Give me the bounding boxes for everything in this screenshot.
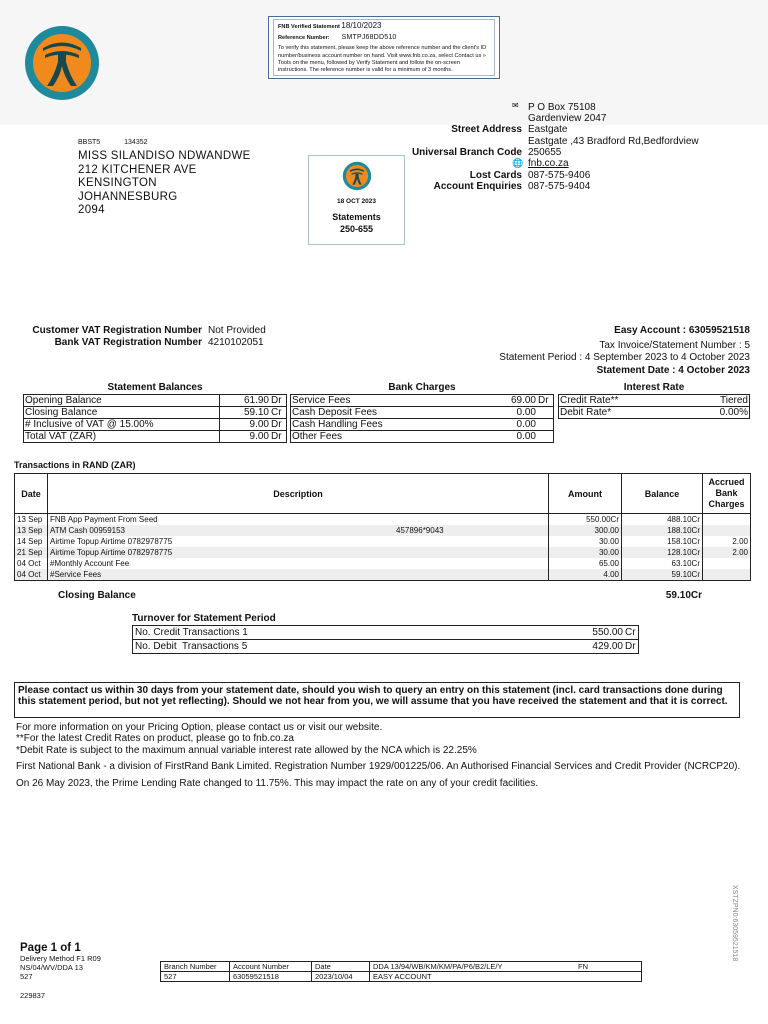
tx-charges: 2.00: [703, 536, 751, 547]
tx-charges: [703, 525, 751, 536]
tx-balance: 488.10Cr: [622, 514, 703, 526]
table-row: [15, 547, 751, 558]
tx-balance: 128.10Cr: [622, 547, 703, 558]
account-info: [499, 325, 750, 377]
interest-rate-header: Interest Rate: [623, 382, 685, 393]
branch-code: 250655: [528, 147, 562, 158]
website-link[interactable]: fnb.co.za: [528, 158, 569, 169]
lost-cards-label: Lost Cards: [469, 170, 522, 181]
column-header-description: Description: [48, 474, 549, 514]
table-row: [15, 558, 751, 569]
bank-vat-label: Bank VAT Registration Number: [54, 337, 202, 348]
statement-date: Statement Date : 4 October 2023: [596, 364, 750, 376]
balance-label: # Inclusive of VAT @ 15.00%: [24, 419, 220, 431]
footer-value: 527: [161, 972, 230, 982]
tx-balance: 59.10Cr: [622, 569, 703, 581]
footer-header: Date: [312, 962, 370, 972]
table-header-row: [161, 962, 642, 972]
interest-rate-table: [558, 394, 750, 419]
tx-charges: [703, 514, 751, 526]
table-row: [15, 514, 751, 526]
table-row: [291, 419, 554, 431]
tx-date: 04 Oct: [15, 558, 48, 569]
charge-value: 69.00: [485, 395, 537, 407]
balance-value: 61.90: [220, 395, 271, 407]
charge-label: Service Fees: [291, 395, 486, 407]
charge-suffix: [537, 407, 554, 419]
balance-value: 9.00: [220, 431, 271, 443]
customer-code-2: 134352: [124, 139, 148, 146]
table-row: [161, 972, 642, 982]
closing-balance-label: Closing Balance: [58, 590, 136, 601]
table-row: [24, 419, 287, 431]
customer-address: [78, 150, 251, 218]
column-header-amount: Amount: [549, 474, 622, 514]
charge-value: 0.00: [485, 407, 537, 419]
interest-value: 0.00%: [685, 407, 749, 419]
debit-rate-note: *Debit Rate is subject to the maximum annual variable interest rate allowed by the NCA which is 22.25%: [16, 744, 477, 756]
footer-value: 2023/10/04: [312, 972, 370, 982]
table-row: [291, 395, 554, 407]
delivery-method: Delivery Method F1 R09: [20, 954, 101, 963]
customer-line: KENSINGTON: [78, 177, 157, 190]
tx-charges: [703, 569, 751, 581]
statement-balances-table: [23, 394, 287, 443]
lost-cards-number: 087-575-9406: [528, 170, 591, 181]
footer-header: FN: [575, 962, 642, 972]
tx-balance: 188.10Cr: [622, 525, 703, 536]
column-header-accrued-charges: Accrued Bank Charges: [703, 474, 751, 514]
footer-value: 63059521518: [230, 972, 312, 982]
charge-value: 0.00: [485, 419, 537, 431]
column-header-date: Date: [15, 474, 48, 514]
stamp-date: 18 OCT 2023: [336, 198, 377, 205]
balance-suffix: Cr: [270, 407, 287, 419]
page-number: Page 1 of 1: [20, 942, 81, 954]
turnover-value: 429.00: [562, 640, 624, 654]
footer-value: EASY ACCOUNT: [370, 972, 576, 982]
tx-amount: 30.00: [549, 547, 622, 558]
account-name: Easy Account : 63059521518: [614, 325, 750, 336]
tx-date: 04 Oct: [15, 569, 48, 581]
balance-label: Opening Balance: [24, 395, 220, 407]
registration-note: First National Bank - a division of FirstRand Bank Limited. Registration Number 1929/001225/06. An Authorised Financial Services and Credit Provider (NCRCP20).: [16, 761, 741, 773]
table-row: [291, 407, 554, 419]
verification-date: 18/10/2023: [341, 21, 382, 30]
fnb-logo: [24, 20, 100, 113]
tx-date: 13 Sep: [15, 514, 48, 526]
table-header-row: [15, 474, 751, 514]
table-row: [24, 431, 287, 443]
table-row: [291, 431, 554, 443]
turnover-label: No. Credit Transactions 1: [133, 626, 563, 640]
table-row: [133, 626, 639, 640]
stamp-logo-icon: [342, 161, 372, 191]
tx-description: FNB App Payment From Seed: [48, 514, 395, 526]
verification-title: FNB Verified Statement: [278, 24, 340, 30]
balance-suffix: Dr: [270, 431, 287, 443]
bank-charges-table: [290, 394, 554, 443]
statement-balances-header: Statement Balances: [107, 382, 203, 393]
tx-reference: [394, 514, 549, 526]
balance-value: 59.10: [220, 407, 271, 419]
transactions-table: [14, 473, 751, 581]
tx-reference: 457896*9043: [394, 525, 549, 536]
tx-amount: 550.00Cr: [549, 514, 622, 526]
street-label: Street Address: [451, 124, 522, 135]
turnover-value: 550.00: [562, 626, 624, 640]
tx-reference: [394, 536, 549, 547]
footer-value: [575, 972, 642, 982]
tx-description: #Service Fees: [48, 569, 395, 581]
tx-description: #Monthly Account Fee: [48, 558, 395, 569]
branch-code-label: Universal Branch Code: [411, 147, 522, 158]
credit-rates-note: **For the latest Credit Rates on product, please go to fnb.co.za: [16, 733, 294, 745]
balance-label: Closing Balance: [24, 407, 220, 419]
charge-suffix: Dr: [537, 395, 554, 407]
customer-line: 2094: [78, 204, 105, 217]
customer-code-1: BBST5: [78, 139, 101, 146]
verification-reference-value: SMTPJ68DD510: [341, 34, 397, 42]
statement-period: Statement Period : 4 September 2023 to 4 October 2023: [499, 352, 750, 364]
tx-date: 14 Sep: [15, 536, 48, 547]
tx-amount: 30.00: [549, 536, 622, 547]
charge-label: Other Fees: [291, 431, 486, 443]
turnover-table: [132, 625, 639, 654]
tx-reference: [394, 558, 549, 569]
table-row: [559, 395, 750, 407]
tx-balance: 63.10Cr: [622, 558, 703, 569]
globe-icon: 🌐: [512, 158, 524, 168]
footer-number-1: 527: [20, 972, 33, 981]
table-row: [559, 407, 750, 419]
customer-codes: [78, 139, 148, 146]
charge-value: 0.00: [485, 431, 537, 443]
bank-vat-value: 4210102051: [208, 337, 264, 348]
interest-value: Tiered: [685, 395, 749, 407]
footnotes: [16, 722, 740, 790]
turnover-suffix: Dr: [624, 640, 639, 654]
verification-instructions: To verify this statement, please keep the above reference number and the client's ID number/business account number on hand. Visit www.fnb.co.za, select Contact us » Tools on the menu, followed by Verify Statement and follow the on-screen instructions. The reference number is valid for a minimum of 3 months.: [278, 45, 487, 74]
turnover-title: Turnover for Statement Period: [132, 613, 276, 624]
balance-suffix: Dr: [270, 395, 287, 407]
interest-label: Credit Rate**: [559, 395, 686, 407]
turnover-suffix: Cr: [624, 626, 639, 640]
footer-header: Branch Number: [161, 962, 230, 972]
tx-description: ATM Cash 00959153: [48, 525, 395, 536]
tx-date: 21 Sep: [15, 547, 48, 558]
po-box: P O Box 75108: [528, 102, 596, 113]
footer-number-2: 229837: [20, 991, 46, 1000]
po-area: Gardenview 2047: [528, 113, 607, 124]
table-row: [15, 536, 751, 547]
stamp-line2: 250-655: [339, 224, 374, 234]
balance-value: 9.00: [220, 419, 271, 431]
pricing-note: For more information on your Pricing Option, please contact us or visit our website.: [16, 722, 383, 733]
enquiries-label: Account Enquiries: [433, 181, 522, 192]
tx-description: Airtime Topup Airtime 0782978775: [48, 536, 395, 547]
verification-box: [268, 16, 500, 79]
closing-balance-value: 59.10Cr: [665, 590, 702, 601]
bank-charges-header: Bank Charges: [388, 382, 456, 393]
charge-label: Cash Handling Fees: [291, 419, 486, 431]
charge-label: Cash Deposit Fees: [291, 407, 486, 419]
footer-table: [160, 961, 642, 982]
footer-info: [20, 944, 101, 1000]
charge-suffix: [537, 419, 554, 431]
tx-description: Airtime Topup Airtime 0782978775: [48, 547, 395, 558]
side-code: XSTZPN0:63059521518: [731, 885, 738, 962]
street-line1: Eastgate: [528, 124, 568, 135]
tx-charges: 2.00: [703, 547, 751, 558]
table-row: [133, 640, 639, 654]
table-row: [24, 395, 287, 407]
envelope-icon: ✉: [512, 101, 519, 110]
footer-header: DDA 13/94/WB/KM/KM/PA/P6/B2/LE/Y: [370, 962, 576, 972]
turnover-label: No. Debit Transactions 5: [133, 640, 563, 654]
tx-amount: 300.00: [549, 525, 622, 536]
interest-label: Debit Rate*: [559, 407, 686, 419]
tx-reference: [394, 569, 549, 581]
enquiries-number: 087-575-9404: [528, 181, 591, 192]
tx-amount: 4.00: [549, 569, 622, 581]
customer-line: JOHANNESBURG: [78, 190, 178, 203]
vat-values: [208, 325, 266, 349]
vat-labels: [32, 325, 202, 349]
ns-code: NS/04/WV/DDA 13: [20, 963, 83, 972]
branch-stamp: [308, 155, 405, 245]
footer-header: Account Number: [230, 962, 312, 972]
transactions-title: Transactions in RAND (ZAR): [14, 460, 136, 470]
tx-amount: 65.00: [549, 558, 622, 569]
street-line2: Eastgate ,43 Bradford Rd,Bedfordview: [528, 136, 699, 147]
balance-suffix: Dr: [270, 419, 287, 431]
table-row: [15, 569, 751, 581]
column-header-balance: Balance: [622, 474, 703, 514]
table-row: [24, 407, 287, 419]
tx-charges: [703, 558, 751, 569]
tax-invoice: Tax Invoice/Statement Number : 5: [599, 340, 750, 352]
table-row: [15, 525, 751, 536]
tx-balance: 158.10Cr: [622, 536, 703, 547]
balance-label: Total VAT (ZAR): [24, 431, 220, 443]
tx-date: 13 Sep: [15, 525, 48, 536]
tx-reference: [394, 547, 549, 558]
verification-reference-label: Reference Number:: [278, 35, 330, 42]
customer-line: MISS SILANDISO NDWANDWE: [78, 150, 251, 162]
query-notice: Please contact us within 30 days from your statement date, should you wish to query an entry on this statement (incl. card transactions done during this statement period, but not yet reflecting). Should we not hear from you, we will assume that you have received the statement and that it is correct.: [14, 682, 740, 718]
charge-suffix: [537, 431, 554, 443]
prime-rate-note: On 26 May 2023, the Prime Lending Rate changed to 11.75%. This may impact the rate on any of your credit facilities.: [16, 778, 539, 790]
stamp-line1: Statements: [332, 212, 381, 222]
customer-vat-label: Customer VAT Registration Number: [32, 325, 202, 336]
customer-line: 212 KITCHENER AVE: [78, 163, 197, 176]
customer-vat-value: Not Provided: [208, 325, 266, 336]
